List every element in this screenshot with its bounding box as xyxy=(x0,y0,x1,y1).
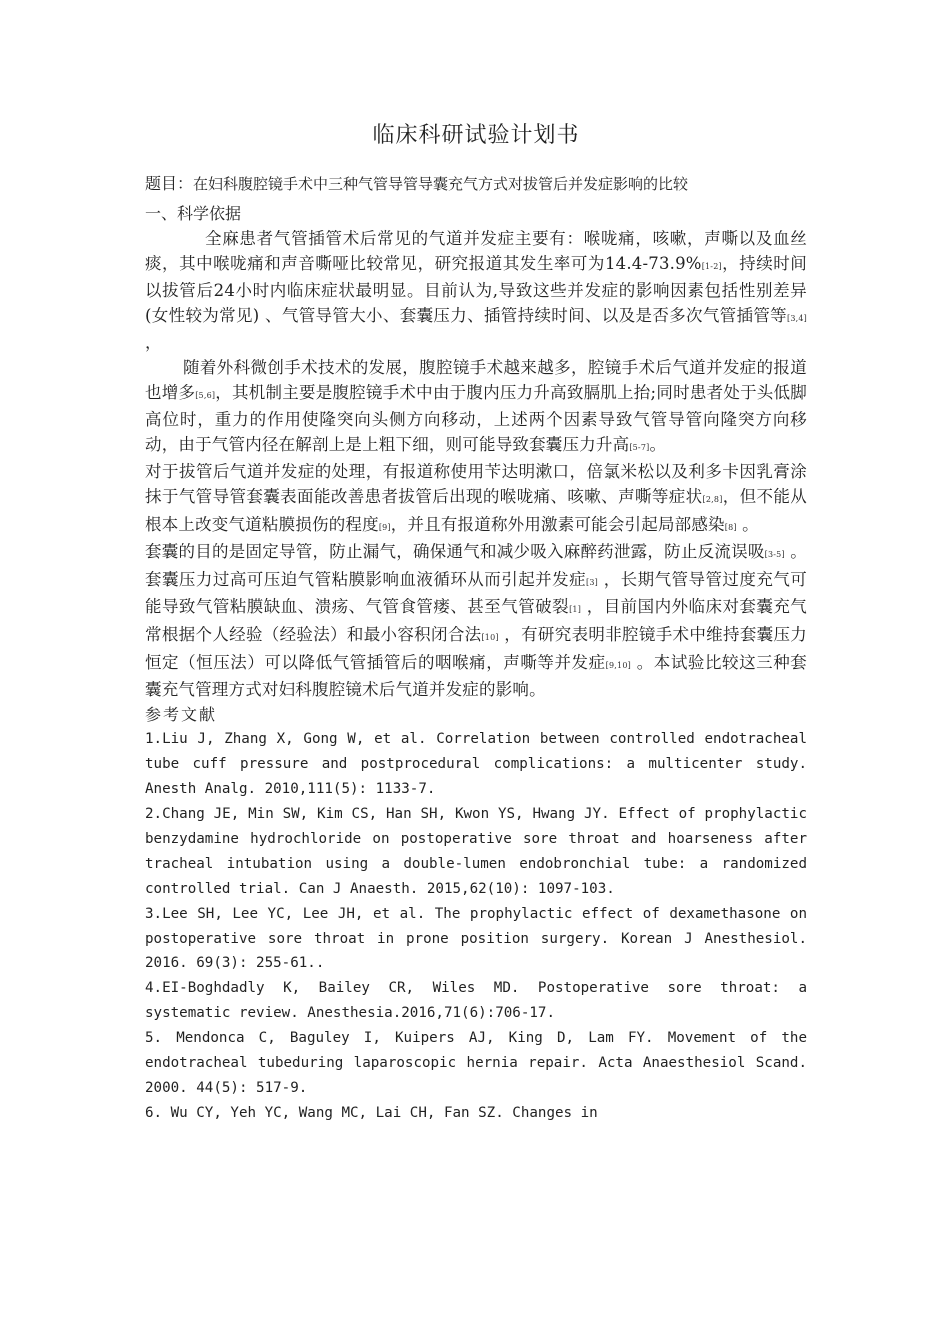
paragraph-text: 随着外科微创手术技术的发展，腹腔镜手术越来越多，腔镜手术后气道并发症的报道也增多 xyxy=(145,357,807,402)
document-body xyxy=(145,118,807,1126)
citation-marker: [1-2] xyxy=(701,261,722,271)
paragraph-text: 。套囊压力过高可压迫气管粘膜影响血液循环从而引起并发症 xyxy=(145,542,807,589)
paragraph-text: 套囊的目的是固定导管，防止漏气，确保通气和减少吸入麻醉药泄露，防止反流误吸 xyxy=(145,542,765,562)
document-title: 临床科研试验计划书 xyxy=(372,123,580,148)
subject-label: 题目： xyxy=(145,174,194,193)
reference-item: 6. Wu CY, Yeh YC, Wang MC, Lai CH, Fan SZ. Changes in xyxy=(145,1104,598,1121)
reference-item: 5. Mendonca C, Baguley I, Kuipers AJ, King D, Lam FY. Movement of the endotracheal tubeduring laparoscopic hernia repair. Acta Anaesthesiol Scand. 2000. 44(5): 517-9. xyxy=(145,1030,807,1096)
reference-item: 4.EI-Boghdadly K, Bailey CR, Wiles MD. Postoperative sore throat: a systematic review. Anesthesia.2016,71(6):706-17. xyxy=(145,980,807,1022)
citation-marker: [3,4] xyxy=(787,313,807,323)
citation-marker: [5-7] xyxy=(629,442,650,452)
paragraph-text: ，其机制主要是腹腔镜手术中由于腹内压力升高致膈肌上抬;同时患者处于头低脚高位时，重力的作用使隆突向头侧方向移动，上述两个因素导致气管导管向隆突方向移动，由于气管内径在解剖上是上粗下细，则可能导致套囊压力升高 xyxy=(145,382,807,454)
body-paragraph xyxy=(145,540,807,703)
reference-item: 1.Liu J, Zhang X, Gong W, et al. Correlation between controlled endotracheal tube cuff pressure and postprocedural complications: a multicenter study. Anesth Analg. 2010,111(5): 1133-7. xyxy=(145,731,807,798)
body-paragraph xyxy=(145,227,807,356)
paragraph-text: ， xyxy=(145,333,162,353)
paragraph-text: ，目前国内外临床对套囊充气常根据个人经验（经验法）和最小容积闭合法 xyxy=(145,597,808,644)
subject-line xyxy=(145,171,807,197)
paragraph-text: 。 xyxy=(649,434,667,454)
citation-marker: [8] xyxy=(724,522,737,532)
paragraph-text: ，并且有报道称外用激素可能会引起局部感染 xyxy=(390,514,725,534)
citation-marker: [9] xyxy=(378,522,391,532)
paragraph-text: 全麻患者气管插管术后常见的气道并发症主要有：喉咙痛，咳嗽，声嘶以及血丝痰，其中喉咙痛和声音嘶哑比较常见，研究报道其发生率可为14.4-73.9% xyxy=(145,229,807,273)
paragraph-text: ，持续时间以拔管后24小时内临床症状最明显。目前认为,导致这些并发症的影响因素包括性别差异(女性较为常见) 、气管导管大小、套囊压力、插管持续时间、以及是否多次气管插管等 xyxy=(145,253,807,325)
citation-marker: [1] xyxy=(569,605,582,615)
citation-marker: [10] xyxy=(481,632,499,642)
paragraph-text: 对于拔管后气道并发症的处理，有报道称使用苄达明漱口，倍氯米松以及利多卡因乳膏涂抹于气管导管套囊表面能改善患者拔管后出现的喉咙痛、咳嗽、声嘶等症状 xyxy=(145,462,807,506)
citation-marker: [9,10] xyxy=(605,660,631,670)
subject-text: 在妇科腹腔镜手术中三种气管导管导囊充气方式对拔管后并发症影响的比较 xyxy=(193,175,689,193)
body-paragraph xyxy=(145,460,807,540)
paragraph-text: ，长期气管导管过度充气可能导致气管粘膜缺血、溃疡、气管食管瘘、甚至气管破裂 xyxy=(145,569,807,617)
reference-item: 3.Lee SH, Lee YC, Lee JH, et al. The prophylactic effect of dexamethasone on postoperative sore throat in prone position surgery. Korean J Anesthesiol. 2016. 69(3): 255-61.. xyxy=(145,905,807,972)
paragraph-text: ，有研究表明非腔镜手术中维持套囊压力恒定（恒压法）可以降低气管插管后的咽喉痛，声嘶等并发症 xyxy=(145,624,807,672)
citation-marker: [3-5] xyxy=(764,550,785,560)
citation-marker: [2,8] xyxy=(702,494,723,504)
reference-item: 2.Chang JE, Min SW, Kim CS, Han SH, Kwon YS, Hwang JY. Effect of prophylactic benzydamine hydrochloride on postoperative sore throat and hoarseness after tracheal intubation using a double-lumen endobronchial tube: a randomized controlled trial. Can J Anaesth. 2015,62(10): 1097-103. xyxy=(145,806,807,897)
paragraph-text: ，但不能从根本上改变气道粘膜损伤的程度 xyxy=(145,486,807,534)
references-heading: 参考文献 xyxy=(145,704,218,724)
section-heading: 一、科学依据 xyxy=(145,204,242,223)
paragraph-text: 。本试验比较这三种套囊充气管理方式对妇科腹腔镜术后气道并发症的影响。 xyxy=(145,652,807,700)
citation-marker: [3] xyxy=(586,577,598,587)
body-paragraph xyxy=(145,356,807,460)
section-paragraphs xyxy=(145,227,807,703)
citation-marker: [5,6] xyxy=(195,390,216,400)
references-list xyxy=(145,727,807,1126)
paragraph-text: 。 xyxy=(736,514,759,534)
